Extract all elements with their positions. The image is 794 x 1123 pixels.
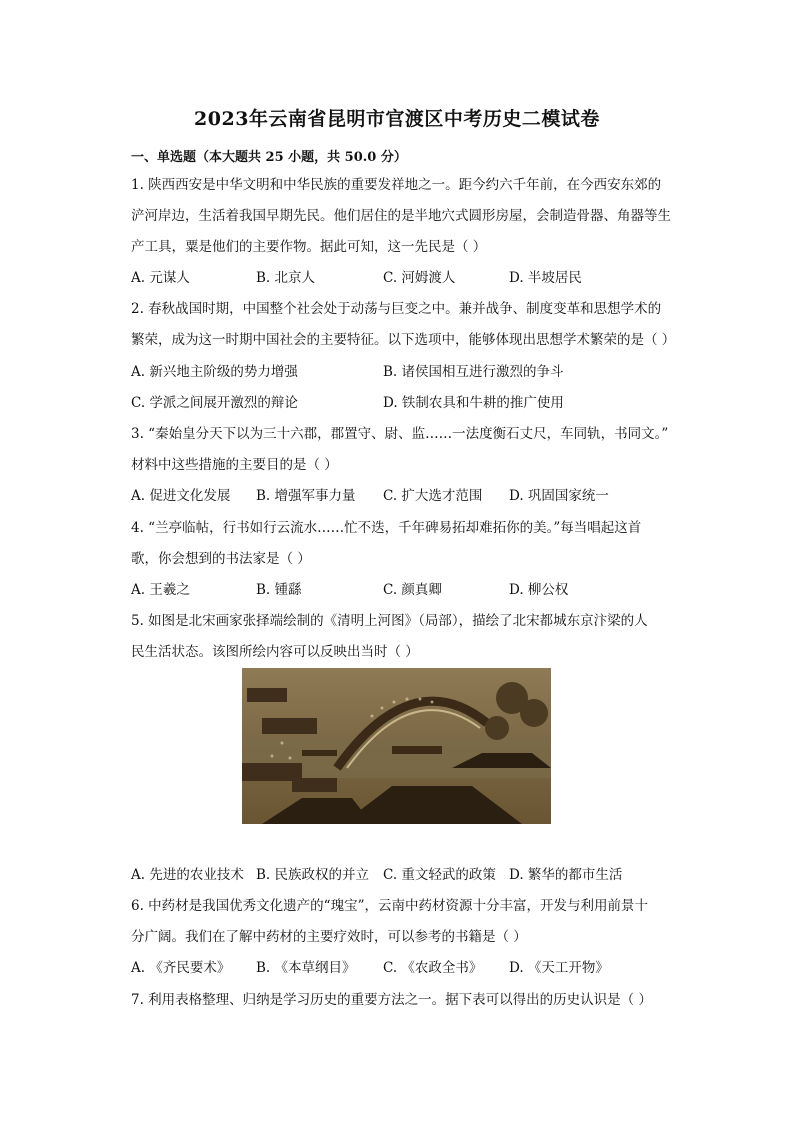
question-1-option-c: C. 河姆渡人: [383, 270, 456, 286]
question-3-option-b: B. 增强军事力量: [256, 488, 356, 504]
page-title: 2023年云南省昆明市官渡区中考历史二模试卷: [194, 108, 600, 130]
question-5-option-a: A. 先进的农业技术: [131, 867, 244, 883]
question-2-option-b: B. 诸侯国相互进行激烈的争斗: [383, 364, 564, 380]
question-6-line-2: 分广阔。我们在了解中药材的主要疗效时，可以参考的书籍是（ ）: [131, 929, 527, 945]
question-4-line-1: 4. “兰亭临帖，行书如行云流水……忙不迭，千年碑易拓却难拓你的美。”每当唱起这首: [131, 520, 642, 536]
question-4-option-c: C. 颜真卿: [383, 582, 442, 598]
question-4-option-d: D. 柳公权: [509, 582, 569, 598]
question-7-line-1: 7. 利用表格整理、归纳是学习历史的重要方法之一。据下表可以得出的历史认识是（ ）: [131, 992, 652, 1008]
question-2-option-d: D. 铁制农具和牛耕的推广使用: [383, 395, 564, 411]
question-4-option-b: B. 锺繇: [256, 582, 302, 598]
question-4-option-a: A. 王羲之: [131, 582, 190, 598]
question-5-option-c: C. 重文轻武的政策: [383, 867, 496, 883]
question-5-line-1: 5. 如图是北宋画家张择端绘制的《清明上河图》（局部），描绘了北宋都城东京汴梁的人: [131, 613, 648, 629]
question-3-option-c: C. 扩大选才范围: [383, 488, 483, 504]
question-1-option-a: A. 元谋人: [131, 270, 190, 286]
question-2-option-c: C. 学派之间展开激烈的辩论: [131, 395, 298, 411]
question-6-option-a: A. 《齐民要术》: [131, 960, 231, 976]
qingming-painting-image: [242, 668, 551, 824]
question-1-line-2: 浐河岸边，生活着我国早期先民。他们居住的是半地穴式圆形房屋，会制造骨器、角器等生: [131, 208, 671, 224]
question-5-option-d: D. 繁华的都市生活: [509, 867, 623, 883]
question-3-option-a: A. 促进文化发展: [131, 488, 231, 504]
question-6-option-c: C. 《农政全书》: [383, 960, 483, 976]
question-1-line-1: 1. 陕西西安是中华文明和中华民族的重要发祥地之一。距今约六千年前，在今西安东郊的: [131, 177, 662, 193]
question-1-option-b: B. 北京人: [256, 270, 316, 286]
question-1-line-3: 产工具，粟是他们的主要作物。据此可知，这一先民是（ ）: [131, 239, 487, 255]
question-2-line-1: 2. 春秋战国时期，中国整个社会处于动荡与巨变之中。兼并战争、制度变革和思想学术的: [131, 301, 662, 317]
question-4-line-2: 歌，你会想到的书法家是（ ）: [131, 551, 311, 567]
question-3-line-1: 3. “秦始皇分天下以为三十六郡，郡置守、尉、监……一法度衡石丈尺，车同轨，书同文。”: [131, 426, 669, 442]
question-3-option-d: D. 巩固国家统一: [509, 488, 609, 504]
question-5-line-2: 民生活状态。该图所绘内容可以反映出当时（ ）: [131, 644, 419, 660]
question-3-line-2: 材料中这些措施的主要目的是（ ）: [131, 457, 338, 473]
question-5-option-b: B. 民族政权的并立: [256, 867, 370, 883]
question-6-option-b: B. 《本草纲目》: [256, 960, 356, 976]
question-6-option-d: D. 《天工开物》: [509, 960, 609, 976]
question-1-option-d: D. 半坡居民: [509, 270, 582, 286]
question-2-option-a: A. 新兴地主阶级的势力增强: [131, 364, 298, 380]
question-6-line-1: 6. 中药材是我国优秀文化遗产的“瑰宝”，云南中药材资源十分丰富，开发与利用前景十: [131, 898, 648, 914]
section-heading: 一、单选题（本大题共 25 小题，共 50.0 分）: [131, 150, 407, 165]
question-2-line-2: 繁荣，成为这一时期中国社会的主要特征。以下选项中，能够体现出思想学术繁荣的是（ ）: [131, 332, 676, 348]
